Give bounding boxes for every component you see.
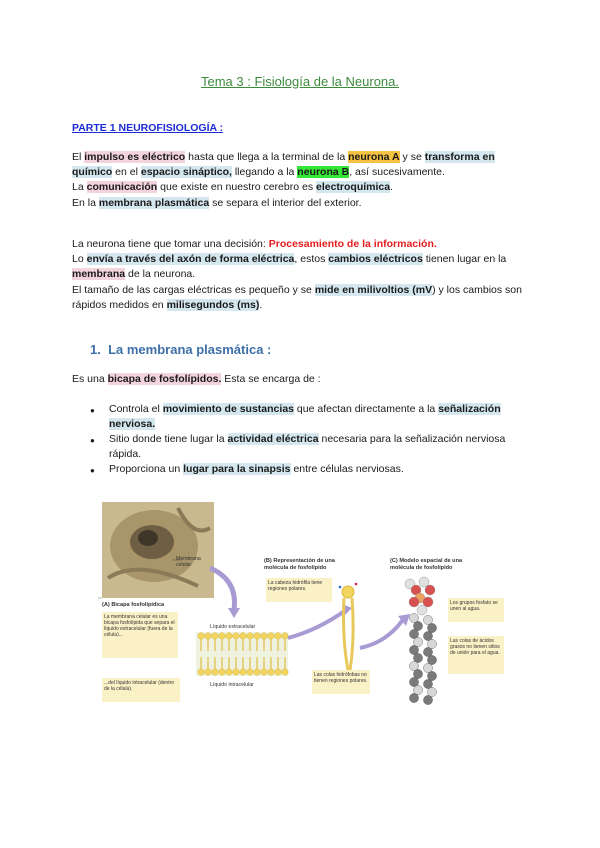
text: El tamaño de las cargas eléctricas es pequeño y se bbox=[72, 283, 315, 296]
text: que afectan directamente a la bbox=[294, 403, 439, 415]
membrane-figure bbox=[98, 498, 510, 716]
highlight-milliseconds: milisegundos (ms) bbox=[166, 298, 260, 311]
highlight: señalización nerviosa. bbox=[109, 403, 501, 430]
extracellular-label: Líquido extracelular bbox=[210, 624, 256, 630]
highlight-bilayer: bicapa de fosfolípidos. bbox=[107, 373, 222, 385]
figure-c-note-2: Las colas de ácidos grasos no tienen sitios de unión para el agua. bbox=[448, 636, 504, 674]
highlight-electric-changes: cambios eléctricos bbox=[328, 253, 423, 266]
highlight-transform: transforma en químico bbox=[72, 151, 495, 179]
paragraph-processing bbox=[72, 237, 532, 313]
text: y se bbox=[399, 151, 425, 163]
text: Controla el bbox=[109, 403, 163, 415]
text: necesaria para la señalización nerviosa rápida. bbox=[109, 433, 506, 460]
figure-c-title: (C) Modelo espacial de una molécula de fosfolípido bbox=[390, 558, 463, 571]
figure-c-note-1: Los grupos fosfato se unen al agua. bbox=[448, 598, 504, 622]
text: entre células nerviosas. bbox=[290, 463, 404, 475]
figure-b-note-1: La cabeza hidrófila tiene regiones polares. bbox=[266, 578, 332, 602]
text: La bbox=[72, 181, 87, 194]
highlight-synaptic-space: espacio sináptico, bbox=[140, 166, 232, 179]
text: Lo bbox=[72, 253, 87, 266]
section-title: La membrana plasmática : bbox=[108, 342, 272, 357]
list-item bbox=[90, 402, 538, 432]
text: Esta se encarga de : bbox=[221, 373, 321, 385]
intracellular-label: Líquido intracelular bbox=[210, 682, 254, 688]
text: Es una bbox=[72, 373, 108, 385]
list-item bbox=[90, 462, 538, 477]
highlight: lugar para la sinapsis bbox=[183, 463, 291, 475]
function-list bbox=[90, 402, 538, 477]
paragraph-impulse bbox=[72, 150, 532, 211]
highlight-membrane-2: membrana bbox=[72, 268, 126, 281]
highlight-processing: Procesamiento de la información. bbox=[268, 238, 437, 250]
text: llegando a la bbox=[231, 166, 298, 179]
highlight-electrochemical: electroquímica bbox=[315, 181, 391, 194]
section-number: 1. bbox=[90, 342, 101, 357]
text: se separa el interior del exterior. bbox=[209, 196, 362, 209]
bilayer bbox=[196, 632, 288, 676]
figure-b-note-2: Las colas hidrófobas no tienen regiones polares. bbox=[312, 670, 370, 694]
text: En la bbox=[72, 196, 99, 209]
section-intro bbox=[72, 373, 321, 385]
figure-a-note-1: La membrana celular es una bicapa fosfolípida que separa el líquido extracelular (fuera de la célula)... bbox=[102, 612, 178, 658]
text: El bbox=[72, 151, 85, 163]
text: . bbox=[259, 298, 263, 311]
figure-a-title: (A) Bicapa fosfolipídica bbox=[102, 602, 165, 608]
figure-a-note-2: ...del líquido intracelular (dentro de la célula). bbox=[102, 678, 180, 702]
highlight-millivolts: mide en milivoltios (mV bbox=[314, 283, 433, 296]
text: , así sucesivamente. bbox=[349, 166, 445, 179]
highlight-membrane: membrana plasmática bbox=[98, 196, 210, 209]
text: , estos bbox=[294, 253, 329, 266]
text: La neurona tiene que tomar una decisión: bbox=[72, 238, 269, 250]
highlight: movimiento de sustancias bbox=[162, 403, 294, 415]
section-heading bbox=[90, 342, 271, 357]
text: de la neurona. bbox=[125, 268, 196, 281]
highlight-communication: comunicación bbox=[86, 181, 158, 194]
highlight: actividad eléctrica bbox=[227, 433, 319, 445]
highlight-axon: envía a través del axón de forma eléctrica bbox=[86, 253, 295, 266]
space-filling-model bbox=[405, 577, 437, 705]
highlight-impulse: impulso es eléctrico bbox=[84, 151, 186, 163]
text: en el bbox=[112, 166, 141, 179]
text: que existe en nuestro cerebro es bbox=[157, 181, 316, 194]
list-item bbox=[90, 432, 538, 462]
text: Proporciona un bbox=[109, 463, 184, 475]
figure-b-title: (B) Representación de una molécula de fosfolípido bbox=[264, 558, 335, 571]
part-heading: PARTE 1 NEUROFISIOLOGÍA : bbox=[72, 122, 224, 134]
text: ) y los cambios son rápidos medidos en bbox=[72, 283, 522, 311]
highlight-neuron-a: neurona A bbox=[348, 151, 400, 163]
highlight-neuron-b: neurona B bbox=[297, 166, 350, 179]
text: tienen lugar en la bbox=[422, 253, 507, 266]
text: . bbox=[390, 181, 394, 194]
text: Sitio donde tiene lugar la bbox=[109, 433, 228, 445]
membrane-label: Membrana celular bbox=[176, 556, 201, 569]
text: hasta que llega a la terminal de la bbox=[185, 151, 349, 163]
page-title: Tema 3 : Fisiología de la Neurona. bbox=[201, 74, 399, 89]
phospholipid-diagram bbox=[339, 583, 358, 670]
